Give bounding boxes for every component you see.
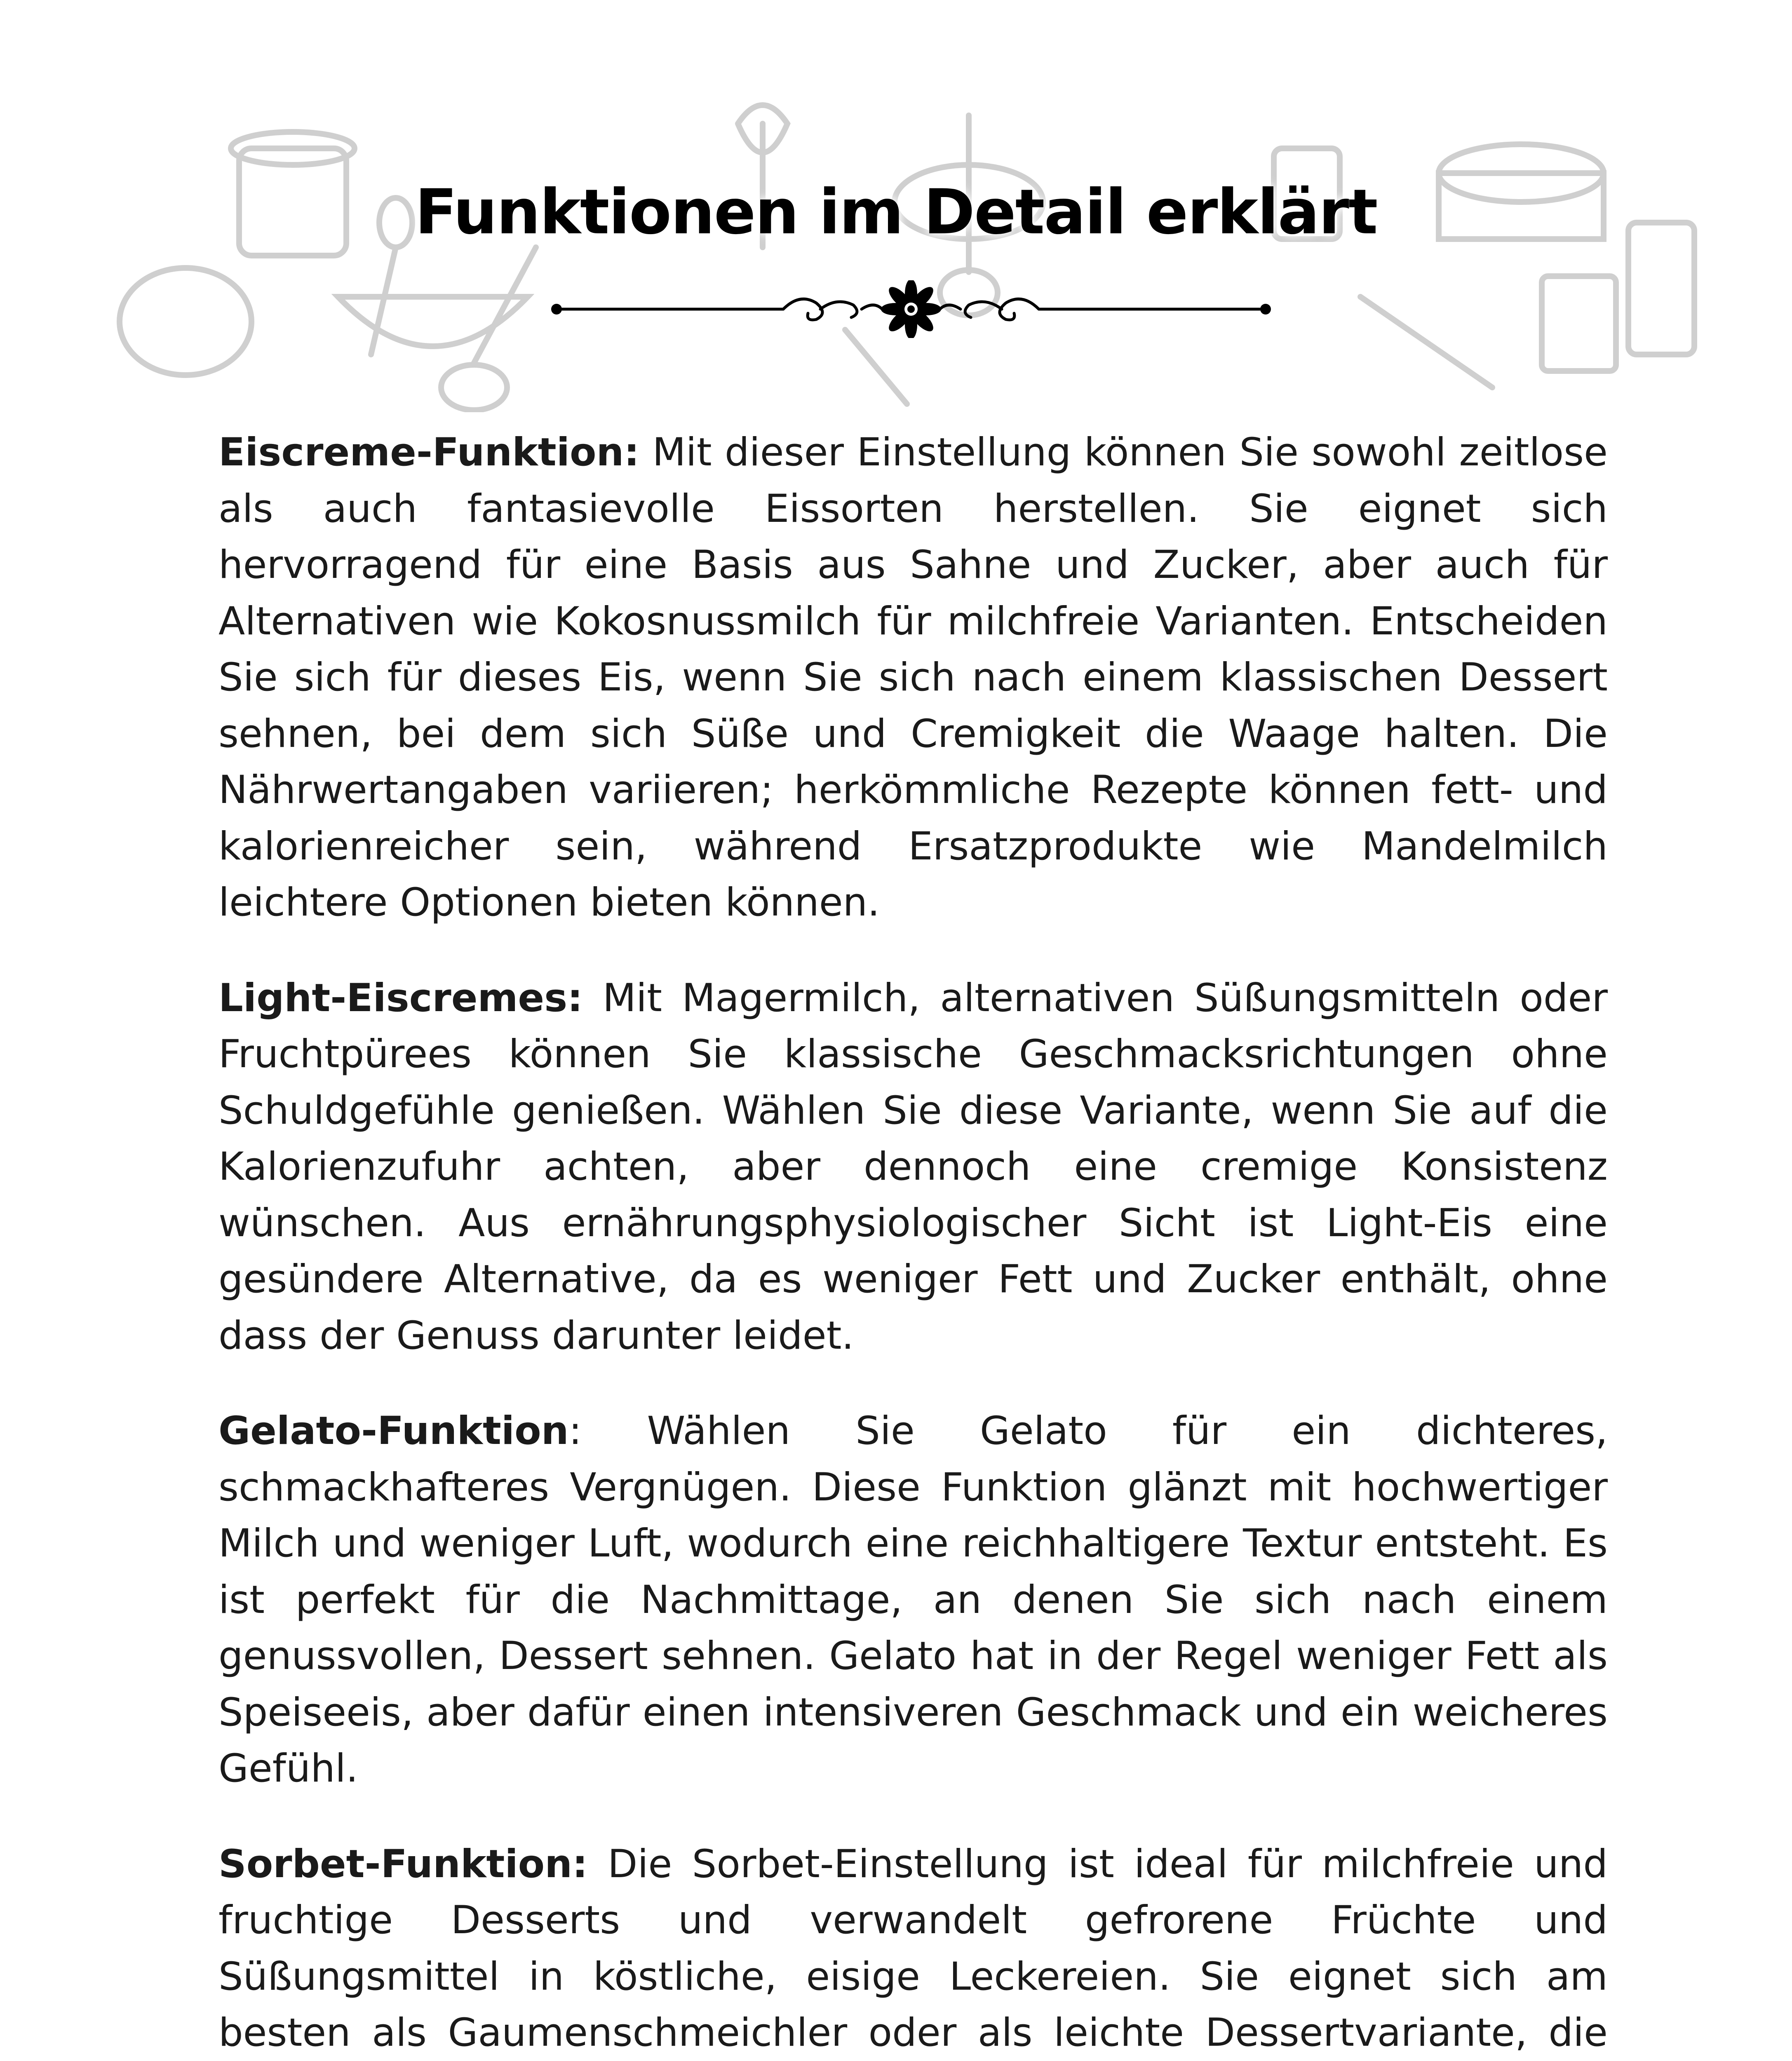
section-text: Die Sorbet-Einstellung ist ideal für milchfreie und fruchtige Desserts und verwandelt gefrorene Früchte und Süßungsmittel in köstliche, eisige Leckereien. Sie eignet sich am besten als Gaumenschmeichler oder als leichte Dessertvariante, die [218,1841,1608,2055]
section-gelato [218,1403,1608,1797]
page-title: Funktionen im Detail erklärt [415,176,1377,248]
section-text: Mit Magermilch, alternativen Süßungsmitteln oder Fruchtpürees können Sie klassische Geschmacksrichtungen ohne Schuldgefühle genießen. Wählen Sie diese Variante, wenn Sie auf die Kalorienzufuhr achten, aber dennoch eine cremige Konsistenz wünschen. Aus ernährungsphysiologischer Sicht ist Light-Eis eine gesündere Alternative, da es weniger Fett und Zucker enthält, ohne dass der Genuss darunter leidet. [218,975,1608,1358]
section-heading: Gelato-Funktion [218,1408,569,1453]
section-heading: Light-Eiscremes: [218,975,583,1021]
body-text [218,425,1608,2061]
section-light-eiscreme [218,970,1608,1364]
flourish-divider-with-flower [548,280,1274,338]
section-text: : Wählen Sie Gelato für ein dichteres, schmackhafteres Vergnügen. Diese Funktion glänzt mit hochwertiger Milch und weniger Luft, wodurch eine reichhaltigere Textur entsteht. Es ist perfekt für die Nachmittage, an denen Sie sich nach einem genussvollen, Dessert sehnen. Gelato hat in der Regel weniger Fett als Speiseeis, aber dafür einen intensiveren Geschmack und ein weicheres Gefühl. [218,1408,1608,1791]
section-heading: Eiscreme-Funktion: [218,430,640,475]
section-text: Mit dieser Einstellung können Sie sowohl zeitlose als auch fantasievolle Eissorten herstellen. Sie eignet sich hervorragend für eine Basis aus Sahne und Zucker, aber auch für Alternativen wie Kokosnussmilch für milchfreie Varianten. Entscheiden Sie sich für dieses Eis, wenn Sie sich nach einem klassischen Dessert sehnen, bei dem sich Süße und Cremigkeit die Waage halten. Die Nährwertangaben variieren; herkömmliche Rezepte können fett- und kalorienreicher sein, während Ersatzprodukte wie Mandelmilch leichtere Optionen bieten können. [218,430,1608,925]
section-eiscreme [218,425,1608,931]
section-heading: Sorbet-Funktion: [218,1841,588,1887]
kitchen-utensils-background-top [0,99,1792,412]
section-sorbet [218,1836,1608,2061]
